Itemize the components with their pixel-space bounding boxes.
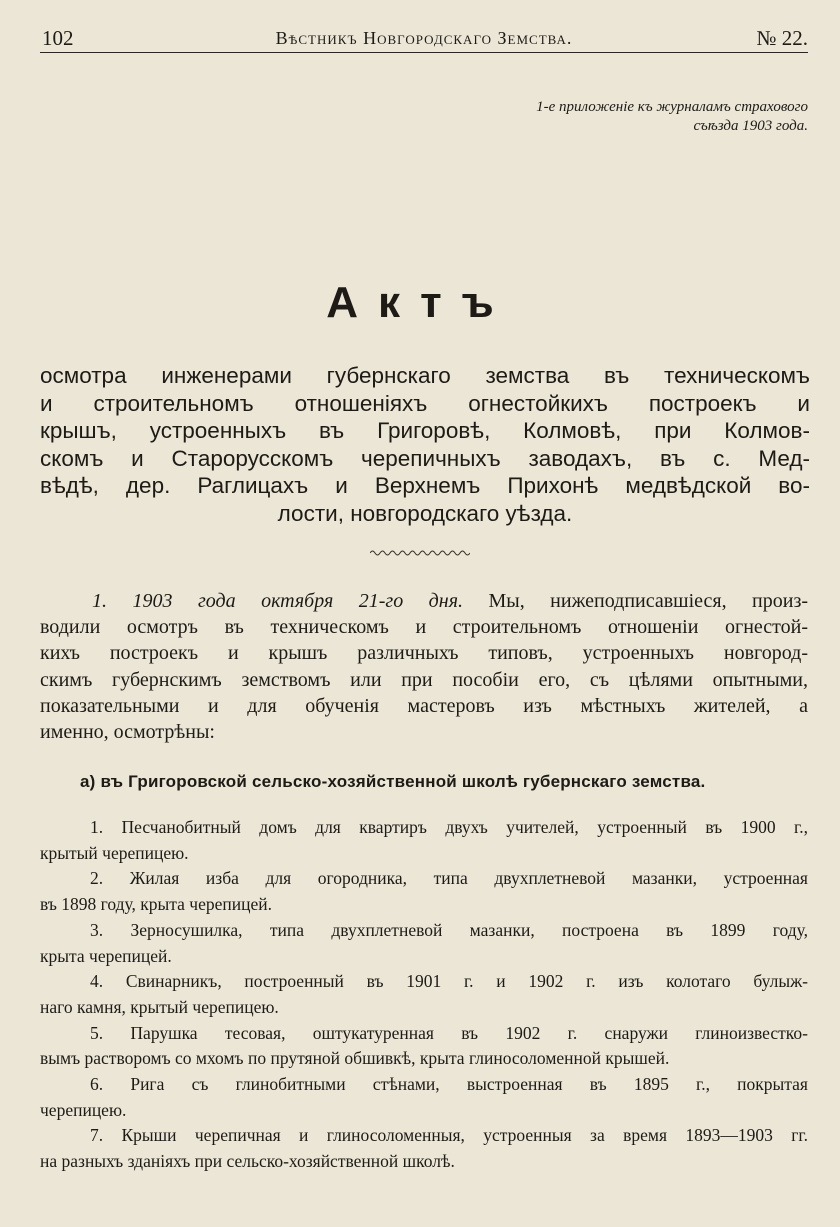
paragraph-number: 1. (92, 590, 107, 612)
appendix-note-line: съѣзда 1903 года. (693, 118, 808, 134)
list-item-line: черепицею. (40, 1099, 127, 1120)
paragraph-text: Мы, нижеподписавшіеся, произ- (488, 590, 809, 612)
page-number: 102 (42, 26, 74, 50)
subtitle-line: скомъ и Старорусскомъ черепичныхъ заводахъ, въ с. Мед- (40, 445, 810, 471)
journal-title: Вѣстникъ Новгородскаго Земства. (275, 28, 573, 48)
document-subtitle (40, 362, 810, 527)
list-item-line: въ 1898 году, крыта черепицей. (40, 894, 272, 915)
paragraph-line: водили осмотръ въ техническомъ и строительномъ отношеніи огнестой- (40, 616, 808, 639)
subtitle-line: вѣдѣ, дер. Раглицахъ и Верхнемъ Прихонѣ медвѣдской во- (40, 473, 810, 498)
section-heading: а) въ Григоровской сельско-хозяйственной школѣ губернскаго земства. (80, 772, 706, 791)
running-header (40, 24, 808, 53)
paragraph-line: кихъ построекъ и крышъ различныхъ типовъ, устроенныхъ новгород- (40, 642, 808, 665)
subtitle-line: и строительномъ отношеніяхъ огнестойкихъ построекъ и (40, 390, 810, 416)
list-item-line: 1. Песчанобитный домъ для квартиръ двухъ учителей, устроенный въ 1900 г., (90, 817, 808, 837)
appendix-note (380, 98, 808, 136)
list-item-line: крыта черепицей. (40, 945, 172, 966)
list-item-line: наго камня, крытый черепицею. (40, 996, 279, 1017)
item-list (40, 815, 808, 1175)
list-item-line: 7. Крыши черепичная и глиносоломенныя, устроенныя за время 1893—1903 гг. (90, 1125, 808, 1146)
list-item-line: 5. Парушка тесовая, оштукатуренная въ 1902 г. снаружи глиноизвестко- (90, 1022, 808, 1043)
paragraph-date: 1903 года октября 21-го дня. (132, 590, 463, 612)
paragraph-1 (40, 588, 808, 745)
wavy-divider (370, 549, 470, 557)
paragraph-line (40, 588, 808, 614)
issue-number: № 22. (756, 26, 808, 50)
paragraph-line: именно, осмотрѣны: (40, 721, 215, 744)
paragraph-line: скимъ губернскимъ земствомъ или при пособіи его, съ цѣлями опытными, (40, 668, 808, 691)
list-item-line: крытый черепицею. (40, 842, 189, 863)
list-item-line: 3. Зерносушилка, типа двухплетневой мазанки, построена въ 1899 году, (90, 919, 808, 940)
subtitle-line: лости, новгородскаго уѣзда. (277, 500, 573, 526)
document-title: Актъ (326, 278, 514, 327)
paragraph-line: показательными и для обученія мастеровъ изъ мѣстныхъ жителей, а (40, 694, 808, 717)
list-item-line: на разныхъ зданіяхъ при сельско-хозяйственной школѣ. (40, 1151, 455, 1172)
list-item-line: вымъ растворомъ со мхомъ по прутяной обшивкѣ, крыта глиносоломенной крышей. (40, 1048, 670, 1069)
subtitle-line: крышъ, устроенныхъ въ Григоровѣ, Колмовѣ, при Колмов- (40, 418, 810, 443)
appendix-note-line: 1-е приложеніе къ журналамъ страхового (536, 99, 808, 115)
list-item-line: 6. Рига съ глинобитными стѣнами, выстроенная въ 1895 г., покрытая (90, 1074, 808, 1095)
list-item-line: 2. Жилая изба для огородника, типа двухплетневой мазанки, устроенная (90, 868, 808, 889)
list-item-line: 4. Свинарникъ, построенный въ 1901 г. и 1902 г. изъ колотаго булыж- (90, 971, 808, 992)
subtitle-line: осмотра инженерами губернскаго земства въ техническомъ (40, 363, 810, 388)
